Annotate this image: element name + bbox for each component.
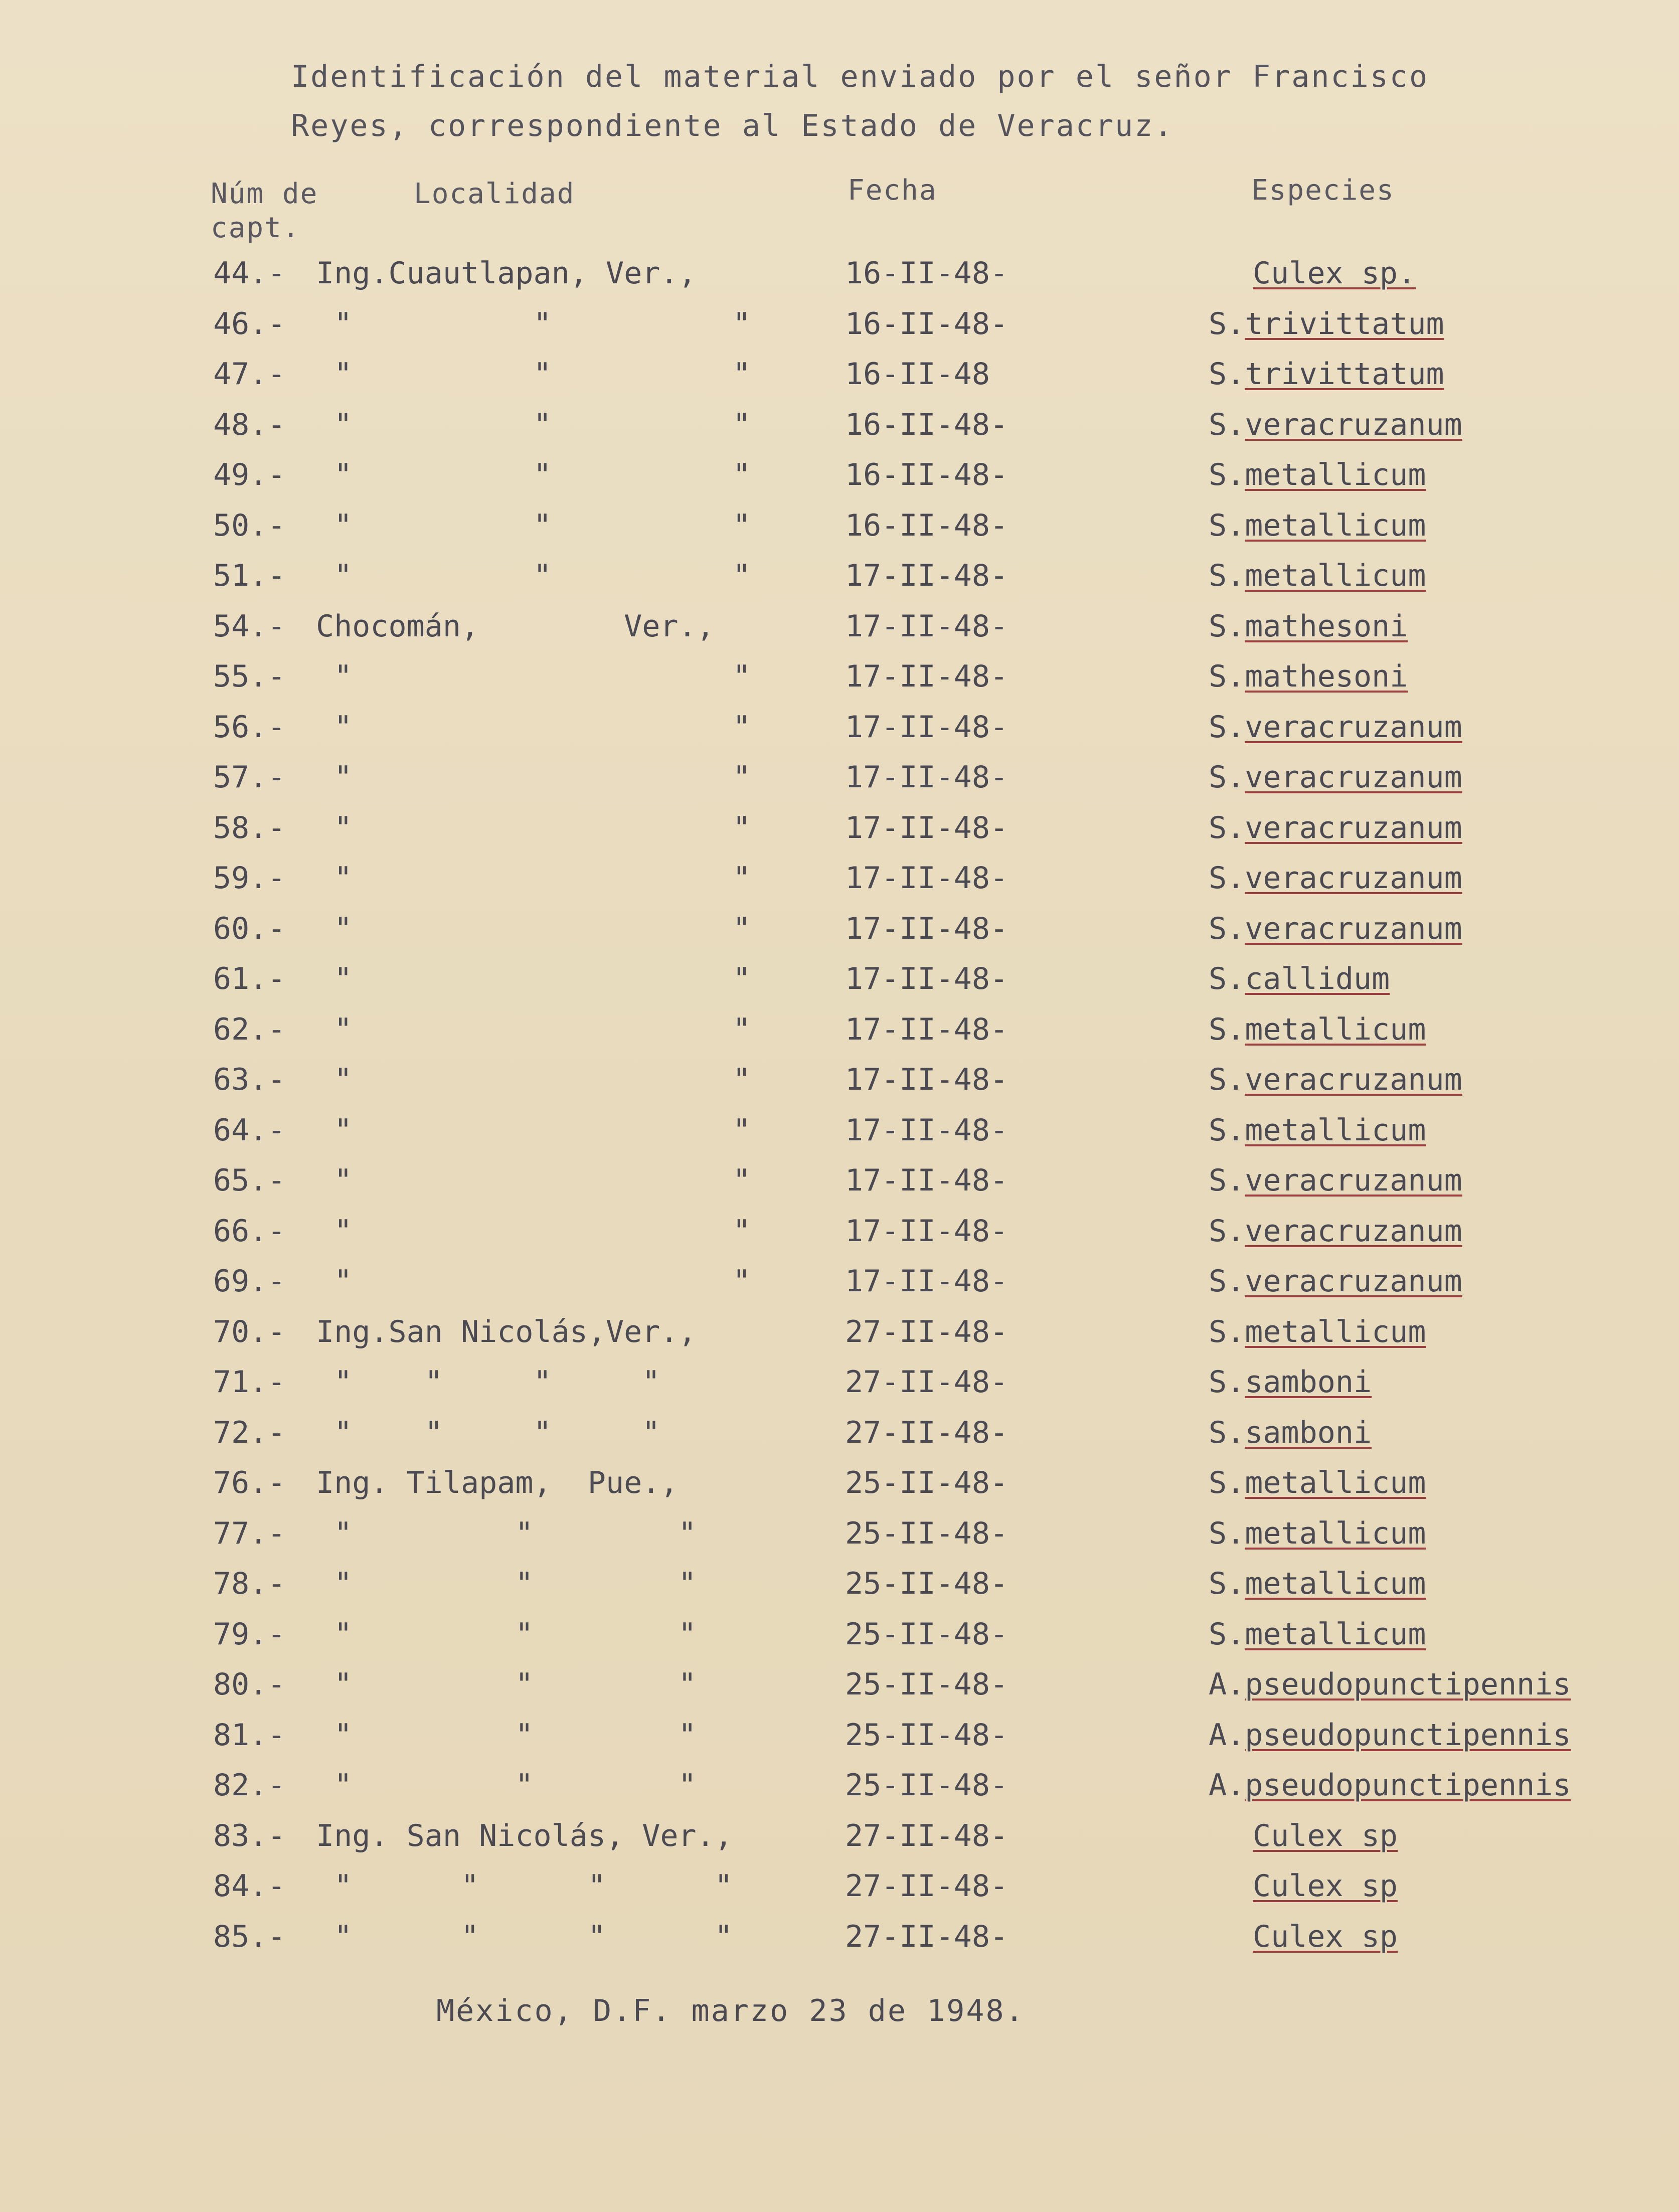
table-row — [0, 1012, 1679, 1052]
species — [1209, 810, 1462, 845]
species-genus: S. — [1209, 1465, 1245, 1500]
species-genus: A. — [1209, 1667, 1245, 1702]
capture-number: 60.- — [213, 911, 286, 946]
locality: " " " " — [316, 1415, 660, 1450]
species — [1209, 1214, 1462, 1249]
table-row — [0, 357, 1679, 397]
species-name: pseudopunctipennis — [1245, 1667, 1571, 1702]
capture-date: 17-II-48- — [845, 861, 1009, 896]
species-genus: S. — [1209, 609, 1245, 644]
capture-number: 47.- — [213, 357, 286, 392]
document-title-line-2: Reyes, correspondiente al Estado de Veracruz. — [291, 108, 1174, 143]
species-genus: S. — [1209, 710, 1245, 745]
species-genus: S. — [1209, 1314, 1245, 1349]
capture-date: 17-II-48- — [845, 1062, 1009, 1097]
capture-date: 25-II-48- — [845, 1768, 1009, 1803]
species — [1209, 306, 1444, 342]
capture-date: 17-II-48- — [845, 961, 1009, 996]
capture-date: 17-II-48- — [845, 1113, 1009, 1148]
capture-date: 17-II-48- — [845, 760, 1009, 795]
capture-date: 17-II-48- — [845, 609, 1009, 644]
capture-date: 17-II-48- — [845, 710, 1009, 745]
species — [1209, 407, 1462, 442]
table-row — [0, 659, 1679, 699]
locality: " " " " — [316, 1365, 660, 1400]
capture-number: 65.- — [213, 1163, 286, 1198]
table-row — [0, 407, 1679, 447]
species-genus: S. — [1209, 961, 1245, 996]
table-row — [0, 1718, 1679, 1758]
species-name: metallicum — [1245, 457, 1426, 492]
species — [1209, 710, 1462, 745]
capture-date: 16-II-48- — [845, 508, 1009, 543]
species-genus: S. — [1209, 1264, 1245, 1299]
species — [1209, 508, 1426, 543]
capture-date: 17-II-48- — [845, 558, 1009, 593]
capture-number: 71.- — [213, 1365, 286, 1400]
locality: " " " — [316, 1667, 697, 1702]
table-row — [0, 1566, 1679, 1606]
header-especies: Especies — [1251, 174, 1395, 207]
table-row — [0, 457, 1679, 497]
species-genus: S. — [1209, 1365, 1245, 1400]
capture-number: 61.- — [213, 961, 286, 996]
locality: " " — [316, 911, 751, 946]
table-row — [0, 1868, 1679, 1909]
locality: " " — [316, 1113, 751, 1148]
capture-date: 25-II-48- — [845, 1465, 1009, 1500]
locality: " " " — [316, 407, 751, 442]
species-genus: S. — [1209, 911, 1245, 946]
capture-number: 56.- — [213, 710, 286, 745]
capture-date: 17-II-48- — [845, 1163, 1009, 1198]
capture-date: 25-II-48- — [845, 1718, 1009, 1753]
capture-number: 69.- — [213, 1264, 286, 1299]
locality: Ing.Cuautlapan, Ver., — [316, 256, 697, 291]
species-genus: A. — [1209, 1718, 1245, 1753]
table-row — [0, 1062, 1679, 1102]
species-genus: S. — [1209, 306, 1245, 342]
species — [1209, 961, 1390, 996]
locality: " " — [316, 710, 751, 745]
species-name: veracruzanum — [1245, 911, 1462, 946]
species-genus: S. — [1209, 1062, 1245, 1097]
species-genus: S. — [1209, 558, 1245, 593]
capture-date: 16-II-48 — [845, 357, 990, 392]
locality: " " " — [316, 357, 751, 392]
species — [1209, 1818, 1398, 1853]
capture-number: 50.- — [213, 508, 286, 543]
table-row — [0, 810, 1679, 850]
species — [1209, 1264, 1462, 1299]
capture-date: 27-II-48- — [845, 1415, 1009, 1450]
table-row — [0, 1818, 1679, 1858]
locality: " " — [316, 961, 751, 996]
species-genus: S. — [1209, 457, 1245, 492]
capture-date: 17-II-48- — [845, 1264, 1009, 1299]
table-row — [0, 1365, 1679, 1405]
species-name: mathesoni — [1245, 609, 1408, 644]
species-name: trivittatum — [1245, 306, 1444, 342]
locality: Ing.San Nicolás,Ver., — [316, 1314, 697, 1349]
locality: " " " — [316, 1516, 697, 1551]
species-name: mathesoni — [1245, 659, 1408, 694]
capture-number: 54.- — [213, 609, 286, 644]
species — [1209, 357, 1444, 392]
species-name: Culex sp — [1253, 1919, 1398, 1954]
locality: " " — [316, 1163, 751, 1198]
species — [1209, 1415, 1372, 1450]
table-row — [0, 911, 1679, 951]
species-name: veracruzanum — [1245, 1163, 1462, 1198]
capture-date: 17-II-48- — [845, 659, 1009, 694]
table-row — [0, 306, 1679, 347]
species — [1209, 911, 1462, 946]
capture-number: 79.- — [213, 1617, 286, 1652]
table-row — [0, 1314, 1679, 1354]
species-genus: S. — [1209, 1012, 1245, 1047]
species-name: pseudopunctipennis — [1245, 1768, 1571, 1803]
species-genus: S. — [1209, 659, 1245, 694]
capture-number: 81.- — [213, 1718, 286, 1753]
table-row — [0, 1617, 1679, 1657]
species-genus: S. — [1209, 1566, 1245, 1601]
capture-number: 83.- — [213, 1818, 286, 1853]
locality: " " " — [316, 1566, 697, 1601]
species-name: metallicum — [1245, 508, 1426, 543]
capture-number: 46.- — [213, 306, 286, 342]
document-title-line-1: Identificación del material enviado por el señor Francisco — [291, 59, 1429, 94]
species-name: pseudopunctipennis — [1245, 1718, 1571, 1753]
locality: " " — [316, 861, 751, 896]
capture-number: 63.- — [213, 1062, 286, 1097]
locality: " " " — [316, 1617, 697, 1652]
table-row — [0, 961, 1679, 1001]
species — [1209, 861, 1462, 896]
capture-number: 70.- — [213, 1314, 286, 1349]
species-genus: S. — [1209, 760, 1245, 795]
locality: " " " " — [316, 1919, 733, 1954]
locality: " " " — [316, 457, 751, 492]
locality: " " — [316, 1264, 751, 1299]
species-name: samboni — [1245, 1415, 1372, 1450]
locality: Ing. San Nicolás, Ver., — [316, 1818, 733, 1853]
species-name: metallicum — [1245, 1012, 1426, 1047]
capture-number: 82.- — [213, 1768, 286, 1803]
species — [1209, 1768, 1571, 1803]
species — [1209, 760, 1462, 795]
species-genus: S. — [1209, 810, 1245, 845]
species-genus: S. — [1209, 407, 1245, 442]
table-row — [0, 609, 1679, 649]
species-name: veracruzanum — [1245, 861, 1462, 896]
species — [1209, 1314, 1426, 1349]
species — [1209, 1465, 1426, 1500]
species — [1209, 1718, 1571, 1753]
species-name: veracruzanum — [1245, 760, 1462, 795]
locality: " " " — [316, 1768, 697, 1803]
capture-number: 80.- — [213, 1667, 286, 1702]
species-genus: S. — [1209, 1214, 1245, 1249]
species — [1209, 1012, 1426, 1047]
species — [1209, 1566, 1426, 1601]
capture-number: 84.- — [213, 1868, 286, 1904]
species-name: Culex sp — [1253, 1868, 1398, 1904]
species-name: metallicum — [1245, 1516, 1426, 1551]
species-name: metallicum — [1245, 1314, 1426, 1349]
species-name: samboni — [1245, 1365, 1372, 1400]
species — [1209, 1667, 1571, 1702]
capture-date: 16-II-48- — [845, 407, 1009, 442]
species-name: metallicum — [1245, 1113, 1426, 1148]
species-name: metallicum — [1245, 1566, 1426, 1601]
species-name: trivittatum — [1245, 357, 1444, 392]
species-name: Culex sp — [1253, 1818, 1398, 1853]
species-name: veracruzanum — [1245, 810, 1462, 845]
capture-number: 58.- — [213, 810, 286, 845]
table-row — [0, 1264, 1679, 1304]
capture-number: 85.- — [213, 1919, 286, 1954]
capture-number: 57.- — [213, 760, 286, 795]
locality: " " " — [316, 508, 751, 543]
species-genus: S. — [1209, 1163, 1245, 1198]
species — [1209, 1919, 1398, 1954]
header-num-2: capt. — [211, 212, 300, 244]
species-name: metallicum — [1245, 1465, 1426, 1500]
table-row — [0, 558, 1679, 598]
table-row — [0, 760, 1679, 800]
table-row — [0, 1214, 1679, 1254]
species — [1209, 558, 1426, 593]
locality: Chocomán, Ver., — [316, 609, 715, 644]
species-genus: S. — [1209, 1113, 1245, 1148]
capture-number: 66.- — [213, 1214, 286, 1249]
species-name: Culex sp. — [1253, 256, 1416, 291]
locality: " " — [316, 659, 751, 694]
table-row — [0, 1768, 1679, 1808]
species-genus: S. — [1209, 508, 1245, 543]
table-row — [0, 1113, 1679, 1153]
capture-date: 17-II-48- — [845, 911, 1009, 946]
table-row — [0, 256, 1679, 296]
table-row — [0, 1516, 1679, 1556]
species-name: veracruzanum — [1245, 710, 1462, 745]
header-num: Núm de — [211, 178, 318, 210]
capture-number: 51.- — [213, 558, 286, 593]
locality: " " " — [316, 558, 751, 593]
species — [1209, 457, 1426, 492]
species — [1209, 1062, 1462, 1097]
capture-date: 25-II-48- — [845, 1667, 1009, 1702]
species-genus: S. — [1209, 1617, 1245, 1652]
capture-number: 44.- — [213, 256, 286, 291]
species — [1209, 659, 1408, 694]
capture-number: 76.- — [213, 1465, 286, 1500]
header-localidad: Localidad — [414, 178, 575, 210]
species — [1209, 1868, 1398, 1904]
species-genus: A. — [1209, 1768, 1245, 1803]
table-row — [0, 1667, 1679, 1707]
species-name: metallicum — [1245, 558, 1426, 593]
species-name: veracruzanum — [1245, 1062, 1462, 1097]
table-row — [0, 861, 1679, 901]
table-row — [0, 508, 1679, 548]
capture-date: 17-II-48- — [845, 1012, 1009, 1047]
table-row — [0, 1415, 1679, 1455]
table-row — [0, 1163, 1679, 1203]
capture-date: 16-II-48- — [845, 457, 1009, 492]
capture-number: 48.- — [213, 407, 286, 442]
species — [1209, 1113, 1426, 1148]
locality: " " — [316, 760, 751, 795]
capture-date: 27-II-48- — [845, 1818, 1009, 1853]
locality: " " — [316, 1012, 751, 1047]
table-row — [0, 1465, 1679, 1505]
header-fecha: Fecha — [848, 174, 937, 207]
capture-date: 16-II-48- — [845, 256, 1009, 291]
document-footer-date: México, D.F. marzo 23 de 1948. — [436, 1993, 1025, 2028]
locality: " " — [316, 1062, 751, 1097]
capture-number: 64.- — [213, 1113, 286, 1148]
capture-number: 59.- — [213, 861, 286, 896]
capture-date: 27-II-48- — [845, 1365, 1009, 1400]
species — [1209, 256, 1416, 291]
table-row — [0, 1919, 1679, 1959]
species — [1209, 1163, 1462, 1198]
table-row — [0, 710, 1679, 750]
capture-number: 77.- — [213, 1516, 286, 1551]
species-genus: S. — [1209, 1516, 1245, 1551]
species — [1209, 1516, 1426, 1551]
species-name: veracruzanum — [1245, 1264, 1462, 1299]
capture-number: 78.- — [213, 1566, 286, 1601]
species-name: veracruzanum — [1245, 1214, 1462, 1249]
capture-date: 27-II-48- — [845, 1919, 1009, 1954]
locality: " " " — [316, 1718, 697, 1753]
species-genus: S. — [1209, 1415, 1245, 1450]
capture-date: 17-II-48- — [845, 810, 1009, 845]
capture-number: 49.- — [213, 457, 286, 492]
capture-number: 55.- — [213, 659, 286, 694]
capture-date: 27-II-48- — [845, 1868, 1009, 1904]
species — [1209, 1365, 1372, 1400]
species-genus: S. — [1209, 861, 1245, 896]
species-name: metallicum — [1245, 1617, 1426, 1652]
capture-date: 25-II-48- — [845, 1566, 1009, 1601]
species — [1209, 1617, 1426, 1652]
locality: " " " " — [316, 1868, 733, 1904]
locality: " " " — [316, 306, 751, 342]
species — [1209, 609, 1408, 644]
capture-date: 27-II-48- — [845, 1314, 1009, 1349]
locality: Ing. Tilapam, Pue., — [316, 1465, 679, 1500]
species-name: callidum — [1245, 961, 1390, 996]
locality: " " — [316, 1214, 751, 1249]
locality: " " — [316, 810, 751, 845]
capture-date: 16-II-48- — [845, 306, 1009, 342]
species-genus: S. — [1209, 357, 1245, 392]
capture-date: 17-II-48- — [845, 1214, 1009, 1249]
capture-date: 25-II-48- — [845, 1617, 1009, 1652]
capture-date: 25-II-48- — [845, 1516, 1009, 1551]
capture-number: 72.- — [213, 1415, 286, 1450]
species-name: veracruzanum — [1245, 407, 1462, 442]
capture-number: 62.- — [213, 1012, 286, 1047]
